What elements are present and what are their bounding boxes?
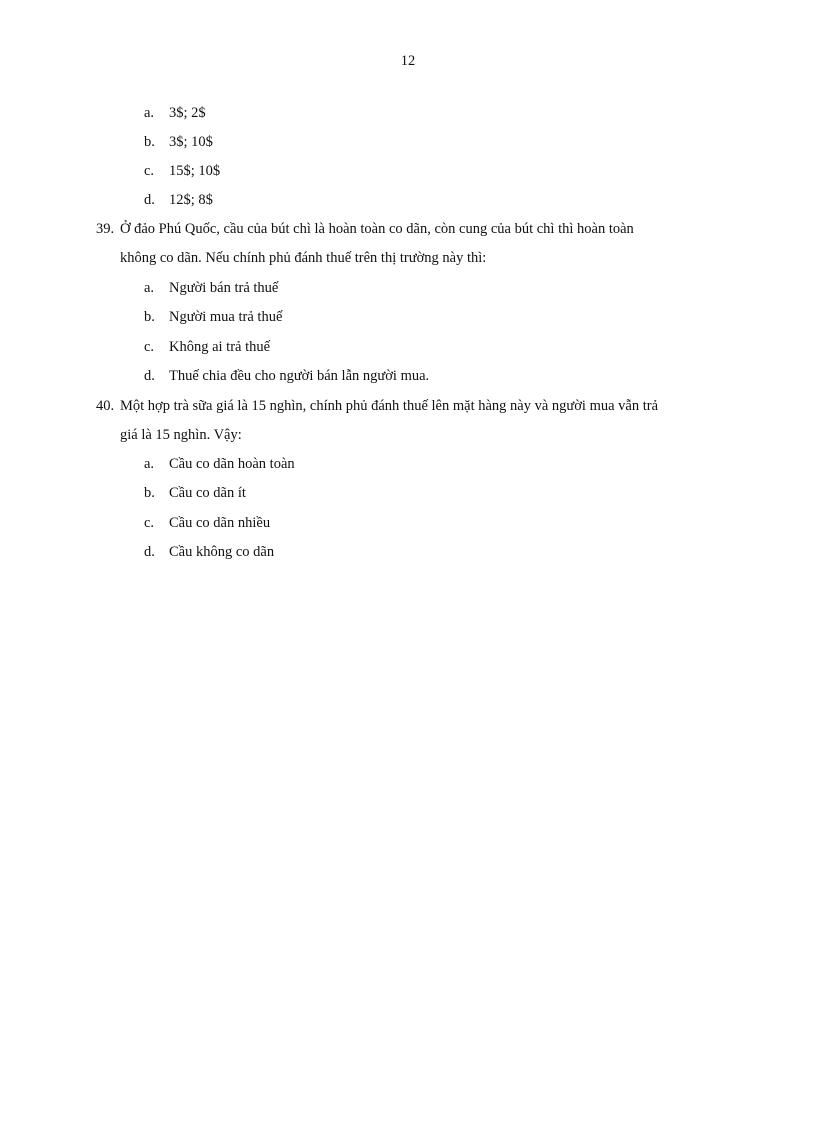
- question-text-continued: giá là 15 nghìn. Vậy:: [120, 427, 242, 443]
- option-letter: c.: [144, 515, 155, 531]
- option-letter: b.: [144, 485, 155, 501]
- option-text: 3$; 2$: [169, 105, 206, 121]
- option-letter: c.: [144, 163, 155, 179]
- question-text: Ở đảo Phú Quốc, cầu của bút chì là hoàn toàn co dãn, còn cung của bút chì thì hoàn toàn: [120, 221, 634, 237]
- option-text: Cầu co dãn nhiều: [169, 515, 271, 531]
- option-text: 3$; 10$: [169, 134, 213, 150]
- option-text: Không ai trả thuế: [169, 339, 271, 355]
- option-letter: c.: [144, 339, 155, 355]
- option-text: Thuế chia đều cho người bán lẫn người mua.: [169, 368, 430, 384]
- option-letter: a.: [144, 280, 155, 296]
- question-number: 40.: [96, 398, 115, 414]
- page-number: 12: [400, 53, 416, 69]
- option-text: Cầu co dãn hoàn toàn: [169, 456, 295, 472]
- option-text: Cầu không co dãn: [169, 544, 275, 560]
- option-text: 15$; 10$: [169, 163, 221, 179]
- option-letter: d.: [144, 192, 155, 208]
- option-text: Người mua trả thuế: [169, 309, 283, 325]
- option-text: Cầu co dãn ít: [169, 485, 246, 501]
- option-letter: a.: [144, 456, 155, 472]
- option-letter: b.: [144, 134, 155, 150]
- option-letter: a.: [144, 105, 155, 121]
- question-text: Một hợp trà sữa giá là 15 nghìn, chính phủ đánh thuế lên mặt hàng này và người mua vẫn trả: [120, 398, 659, 414]
- option-text: 12$; 8$: [169, 192, 213, 208]
- option-letter: d.: [144, 368, 155, 384]
- question-number: 39.: [96, 221, 115, 237]
- question-text-continued: không co dãn. Nếu chính phủ đánh thuế trên thị trường này thì:: [120, 250, 487, 266]
- option-letter: d.: [144, 544, 155, 560]
- option-text: Người bán trả thuế: [169, 280, 279, 296]
- option-letter: b.: [144, 309, 155, 325]
